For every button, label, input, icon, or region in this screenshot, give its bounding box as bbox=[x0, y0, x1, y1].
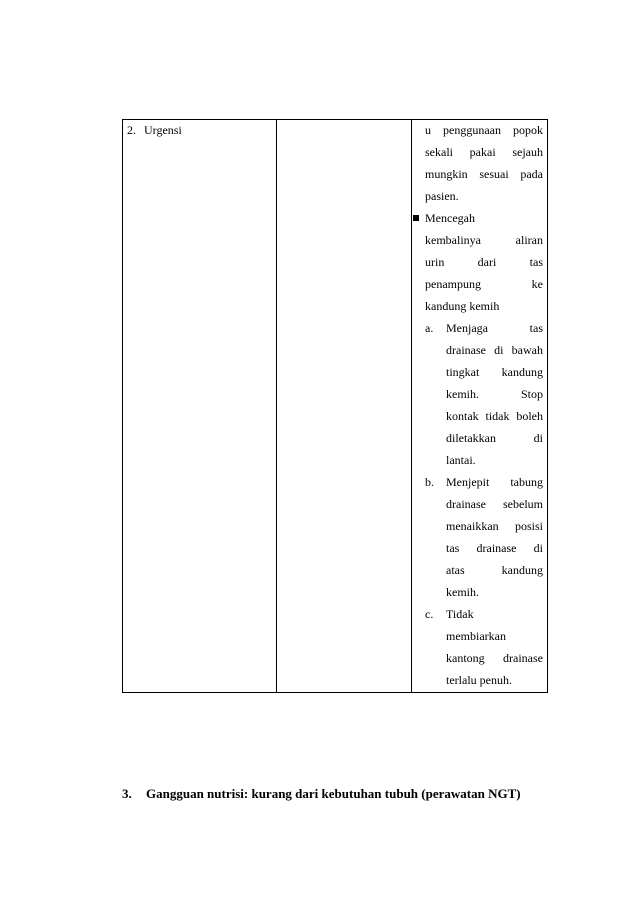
text-line: pasien. bbox=[425, 189, 459, 203]
list-marker-a: a. bbox=[425, 321, 434, 335]
text-line: lantai. bbox=[446, 453, 476, 467]
text-line: kantong drainase bbox=[446, 651, 543, 665]
text-line: kemih. Stop bbox=[446, 387, 543, 401]
text-line: kandung kemih bbox=[425, 299, 500, 313]
text-line: urin dari tas bbox=[425, 255, 543, 269]
text-line: kembalinya aliran bbox=[425, 233, 543, 247]
text-line: tingkat kandung bbox=[446, 365, 543, 379]
section-number: 3. bbox=[122, 786, 132, 801]
text-line: atas kandung bbox=[446, 563, 543, 577]
section-heading bbox=[122, 785, 521, 803]
care-plan-table bbox=[122, 119, 548, 693]
text-line: penampung ke bbox=[425, 277, 543, 291]
section-title: Gangguan nutrisi: kurang dari kebutuhan tubuh (perawatan NGT) bbox=[146, 786, 521, 801]
text-line: tas drainase di bbox=[446, 541, 543, 555]
text-line: Menjaga tas bbox=[446, 321, 543, 335]
text-line: u penggunaan popok bbox=[425, 123, 543, 137]
text-line: terlalu penuh. bbox=[446, 673, 512, 687]
list-marker-b: b. bbox=[425, 475, 434, 489]
text-line: drainase di bawah bbox=[446, 343, 543, 357]
text-line: Menjepit tabung bbox=[446, 475, 543, 489]
column-divider bbox=[276, 120, 277, 692]
bullet-icon bbox=[413, 215, 419, 221]
text-line: menaikkan posisi bbox=[446, 519, 543, 533]
text-line: Tidak bbox=[446, 607, 474, 621]
text-line: membiarkan bbox=[446, 629, 506, 643]
column-divider bbox=[411, 120, 412, 692]
bullet-text: Mencegah bbox=[425, 211, 475, 225]
row-label bbox=[127, 122, 182, 138]
row-label-text: Urgensi bbox=[144, 123, 182, 137]
text-line: kemih. bbox=[446, 585, 479, 599]
text-line: mungkin sesuai pada bbox=[425, 167, 543, 181]
text-line: sekali pakai sejauh bbox=[425, 145, 543, 159]
row-number: 2. bbox=[127, 123, 136, 137]
list-marker-c: c. bbox=[425, 607, 434, 621]
text-line: drainase sebelum bbox=[446, 497, 543, 511]
text-line: kontak tidak boleh bbox=[446, 409, 543, 423]
text-line: diletakkan di bbox=[446, 431, 543, 445]
